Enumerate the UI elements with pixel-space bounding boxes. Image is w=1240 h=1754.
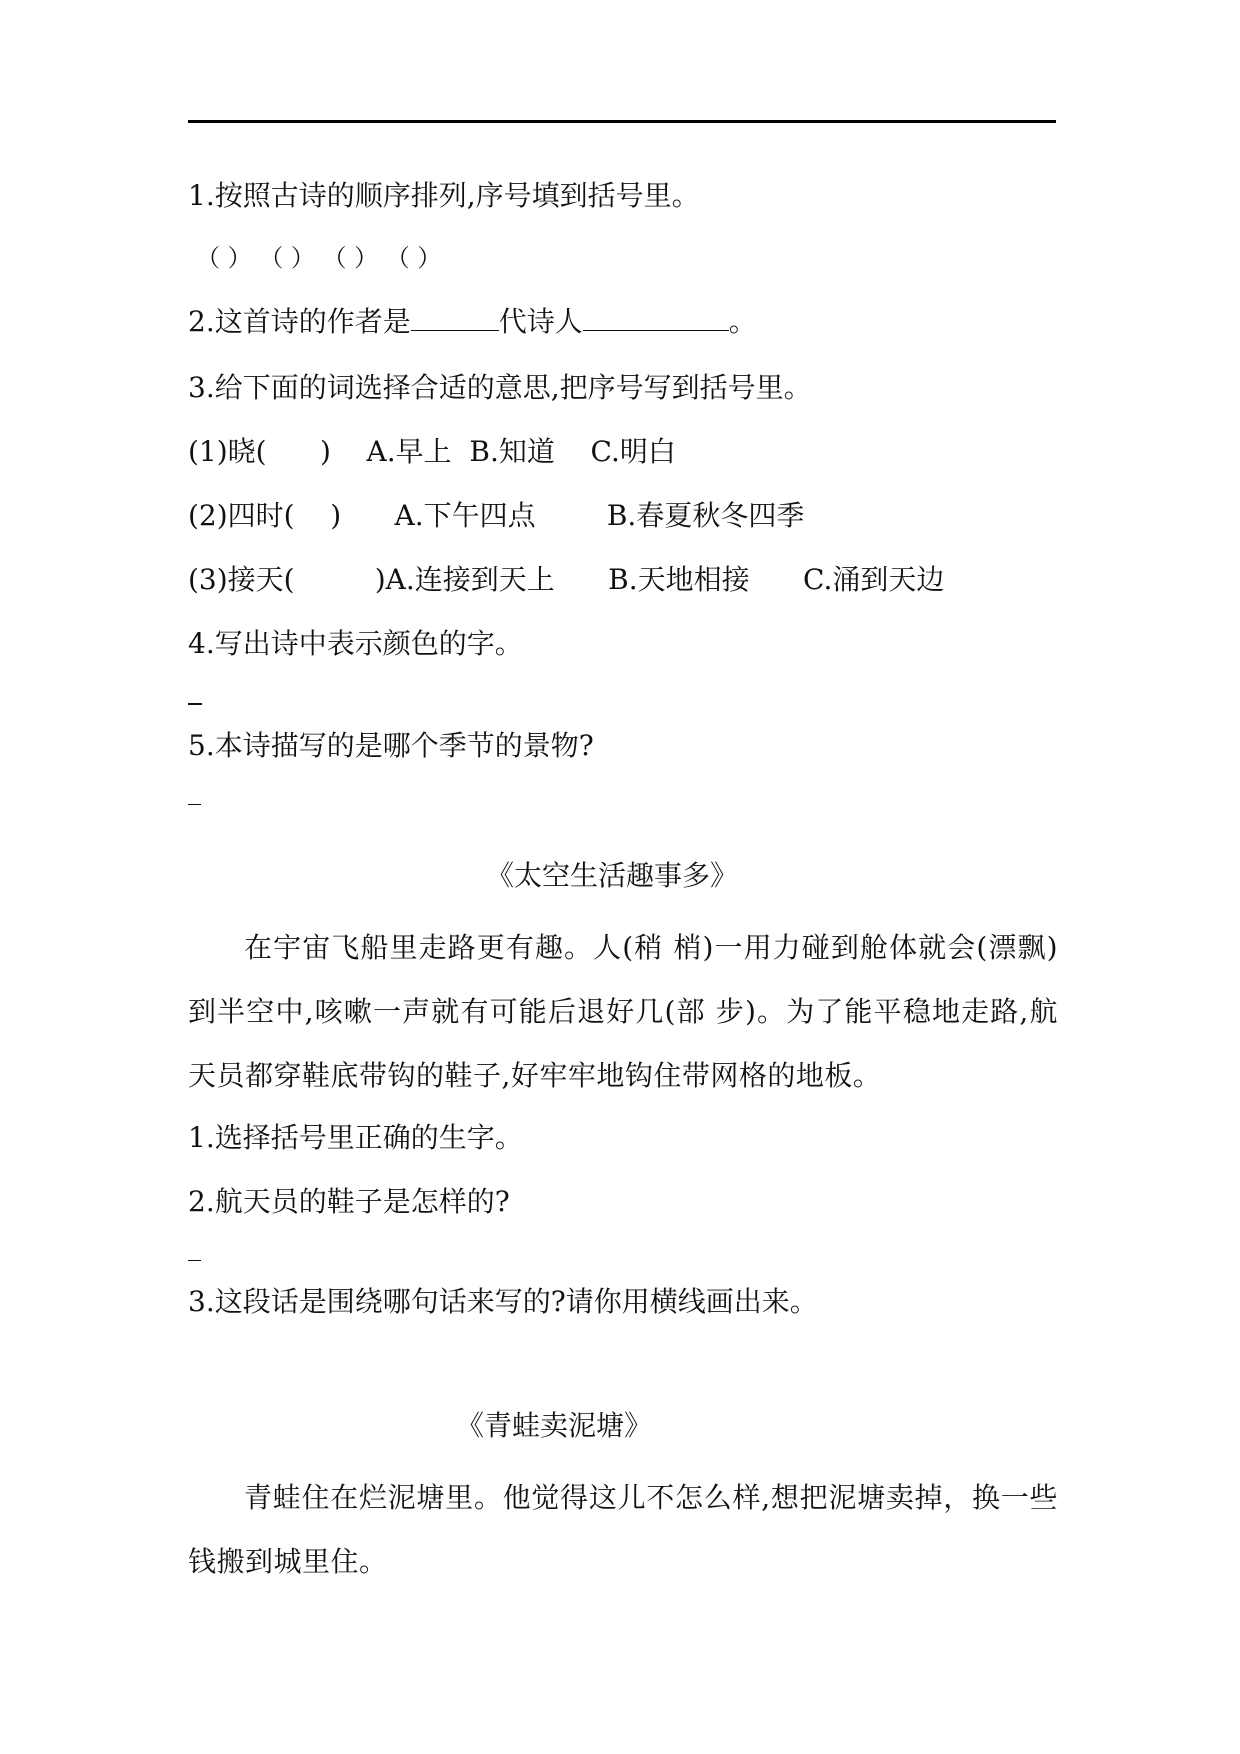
space-passage-paragraph: 在宇宙飞船里走路更有趣。人(稍 梢)一用力碰到舱体就会(漂飘)到半空中,咳嗽一声就有可能后退好几(部 步)。为了能平稳地走路,航天员都穿鞋底带钩的鞋子,好牢牢地钩住带网格的地板。 xyxy=(188,931,1058,1092)
poem-question-5: 5.本诗描写的是哪个季节的景物? xyxy=(188,729,594,762)
poem-question-3-item-2: (2)四时( ) A.下午四点 B.春夏秋冬四季 xyxy=(188,499,805,532)
poem-question-2 xyxy=(188,302,1058,342)
poem-question-4-answer-line[interactable] xyxy=(188,676,202,716)
space-question-2-answer-line[interactable] xyxy=(188,1232,201,1272)
poem-question-5-answer-line[interactable] xyxy=(188,776,201,816)
poem-question-3-item-3: (3)接天( )A.连接到天上 B.天地相接 C.涌到天边 xyxy=(188,563,945,596)
poem-question-3-item-1: (1)晓( ) A.早上 B.知道 C.明白 xyxy=(188,435,676,468)
header-rule xyxy=(188,120,1056,123)
space-question-2: 2.航天员的鞋子是怎样的? xyxy=(188,1185,510,1218)
space-question-1: 1.选择括号里正确的生字。 xyxy=(188,1121,523,1154)
frog-passage-paragraph: 青蛙住在烂泥塘里。他觉得这儿不怎么样,想把泥塘卖掉，换一些钱搬到城里住。 xyxy=(188,1481,1058,1578)
space-passage-title: 《太空生活趣事多》 xyxy=(486,859,739,892)
frog-passage-title: 《青蛙卖泥塘》 xyxy=(456,1409,653,1442)
poem-question-1-brackets: （ ） （ ） （ ） （ ） xyxy=(196,244,442,272)
poem-question-3: 3.给下面的词选择合适的意思,把序号写到括号里。 xyxy=(188,371,812,404)
dynasty-answer-blank[interactable] xyxy=(411,302,499,331)
poem-question-1: 1.按照古诗的顺序排列,序号填到括号里。 xyxy=(188,179,700,212)
poem-question-2-prefix: 2.这首诗的作者是 xyxy=(188,305,411,338)
poet-answer-blank[interactable] xyxy=(583,302,729,331)
space-question-3: 3.这段话是围绕哪句话来写的?请你用横线画出来。 xyxy=(188,1285,818,1318)
poem-question-4: 4.写出诗中表示颜色的字。 xyxy=(188,627,523,660)
poem-question-2-middle: 代诗人 xyxy=(498,305,583,338)
poem-question-2-suffix: 。 xyxy=(728,305,757,338)
